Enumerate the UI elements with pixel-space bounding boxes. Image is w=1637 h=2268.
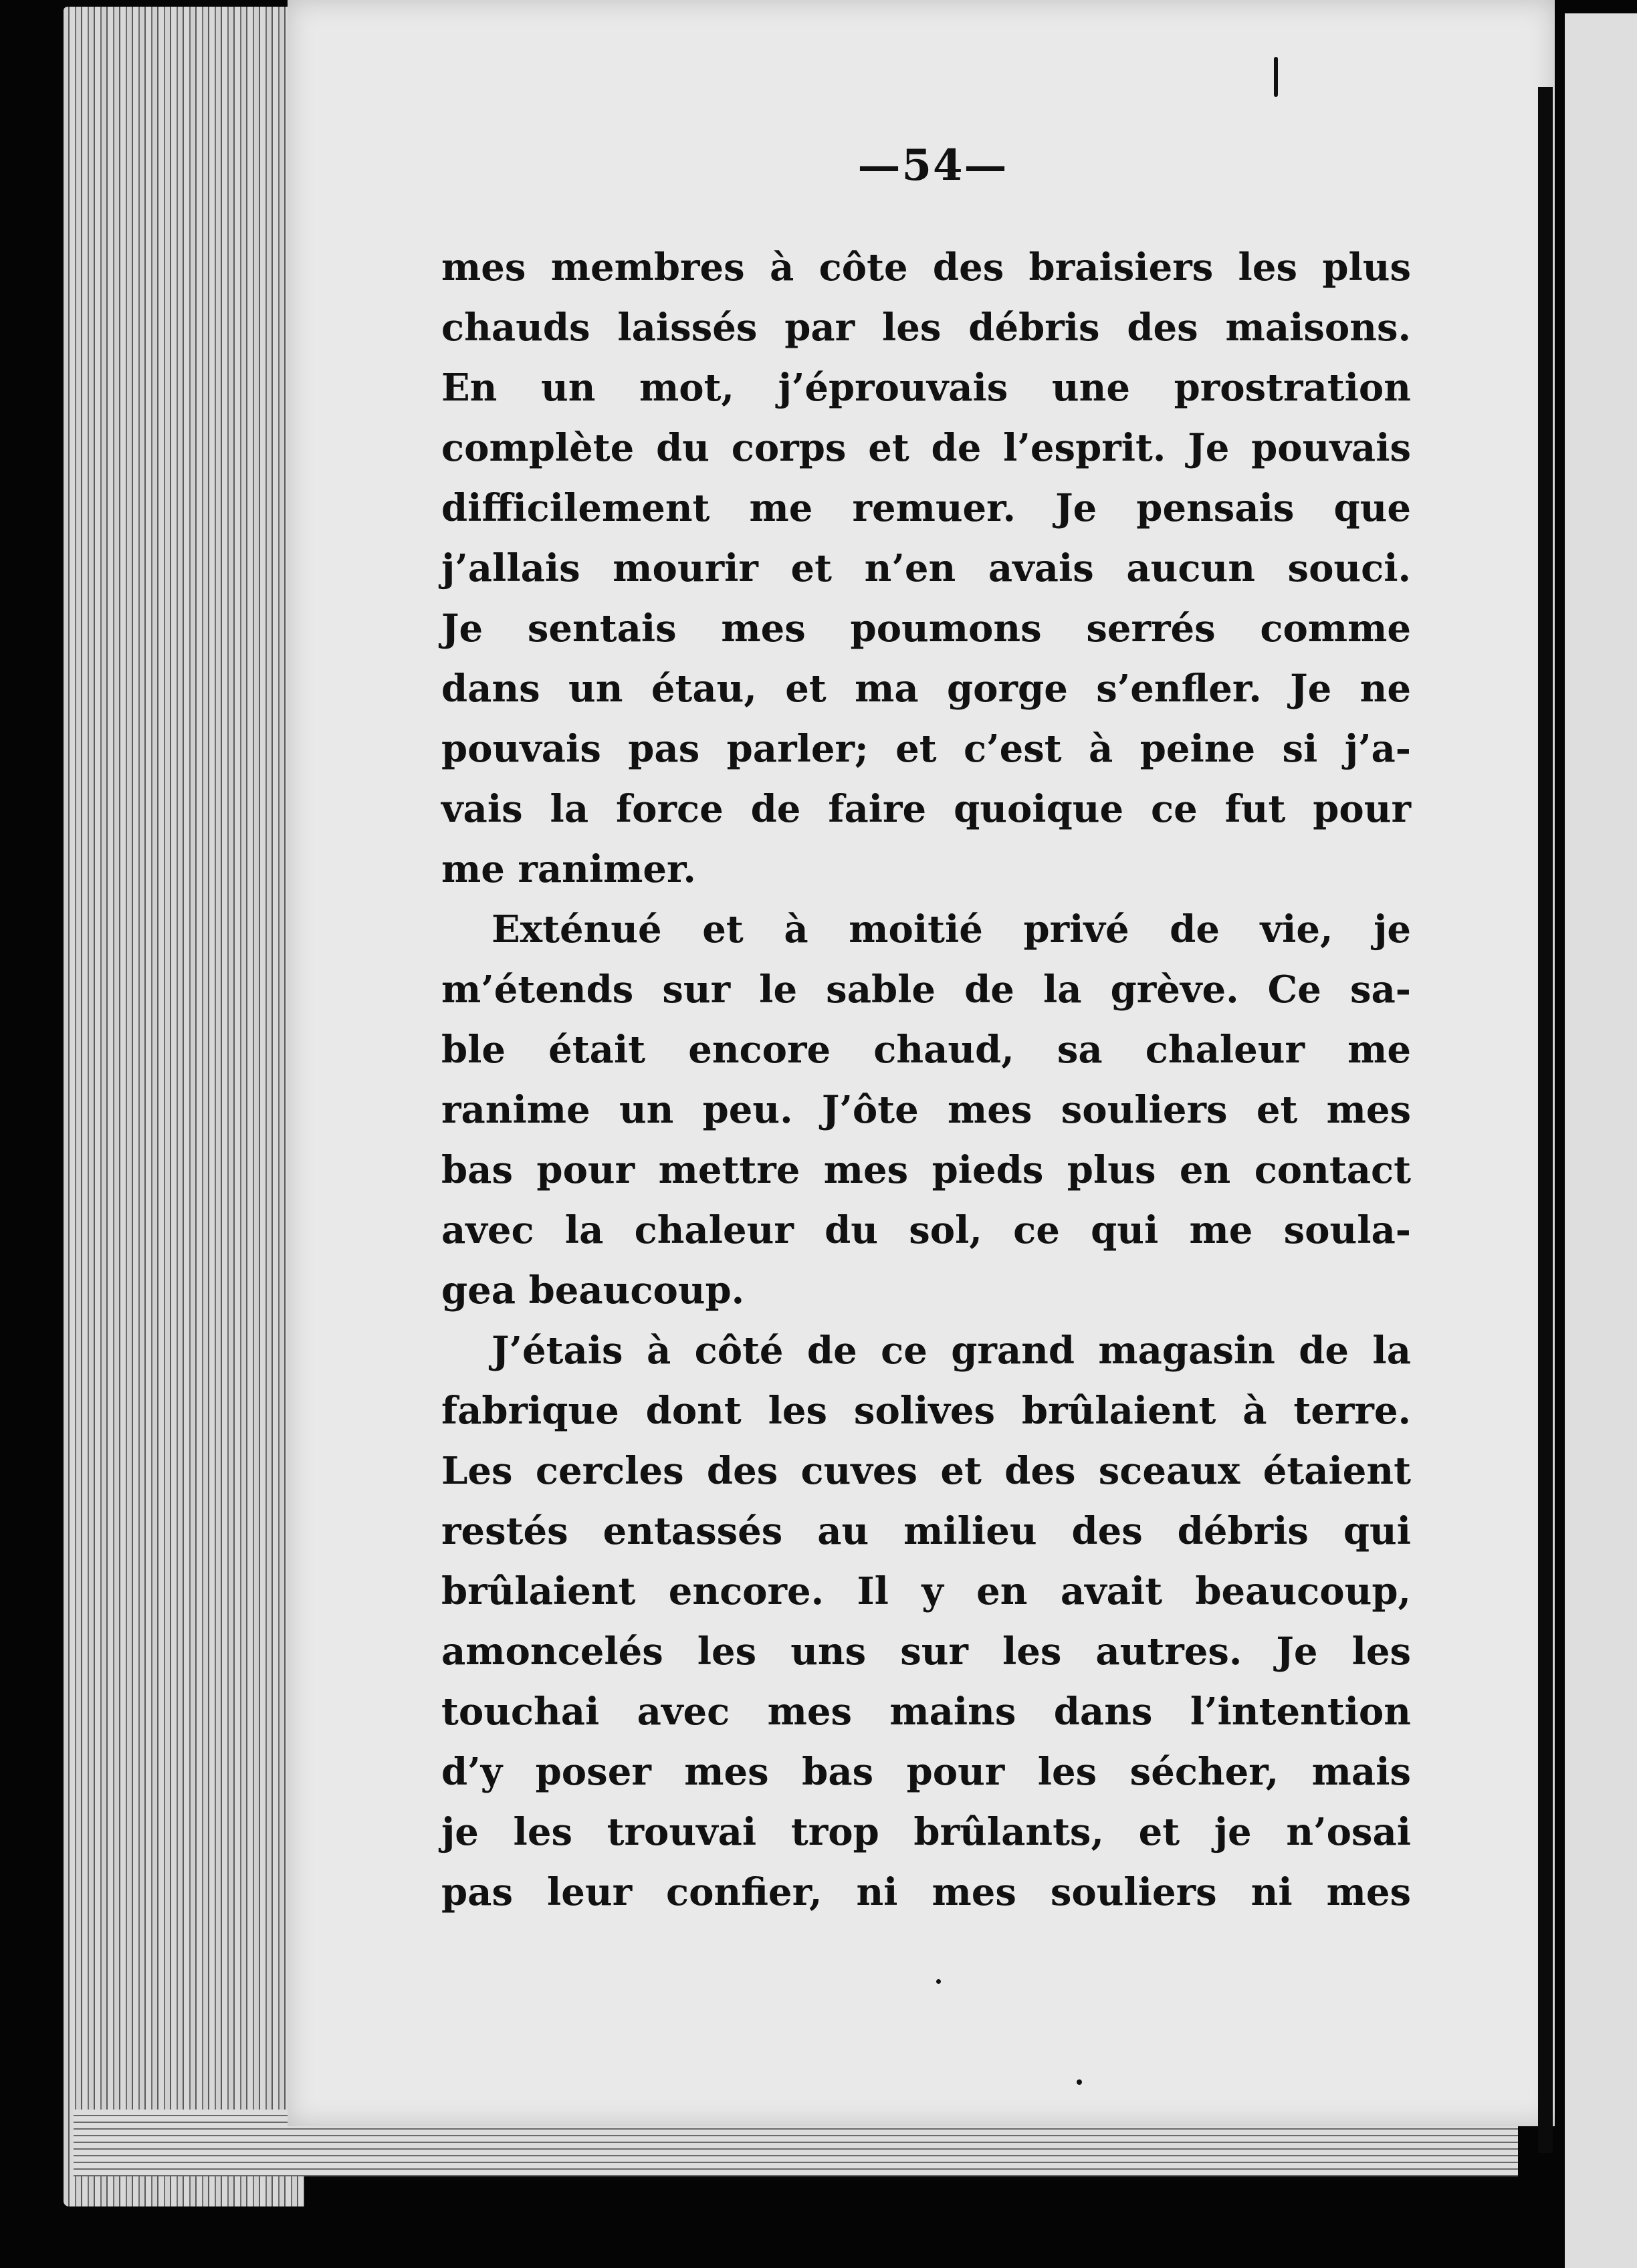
- ink-speck: [936, 1979, 941, 1984]
- page-gutter: [1538, 87, 1553, 2153]
- text-line: m’étends sur le sable de la grève. Ce sa-: [441, 968, 1411, 1012]
- text-line: dans un étau, et ma gorge s’enfler. Je ne: [441, 667, 1411, 711]
- text-line: pas leur confier, ni mes souliers ni mes: [441, 1870, 1411, 1914]
- text-line: mes membres à côte des braisiers les plus: [441, 245, 1411, 290]
- text-line: Je sentais mes poumons serrés comme: [441, 606, 1411, 651]
- text-line: vais la force de faire quoique ce fut pour: [441, 787, 1411, 831]
- text-line: difficilement me remuer. Je pensais que: [441, 486, 1411, 530]
- text-line: complète du corps et de l’esprit. Je pouvais: [441, 426, 1411, 470]
- text-line: chauds laissés par les débris des maisons.: [441, 306, 1411, 350]
- text-line: pouvais pas parler; et c’est à peine si j’a-: [441, 727, 1411, 771]
- page-number: —54—: [857, 140, 1008, 191]
- text-line: ble était encore chaud, sa chaleur me: [441, 1028, 1411, 1072]
- text-line: Exténué et à moitié privé de vie, je: [492, 907, 1411, 951]
- text-line: d’y poser mes bas pour les sécher, mais: [441, 1750, 1411, 1794]
- text-line: Les cercles des cuves et des sceaux étaient: [441, 1449, 1411, 1493]
- text-line: touchai avec mes mains dans l’intention: [441, 1690, 1411, 1734]
- page-text: [441, 237, 1411, 1922]
- text-line: J’étais à côté de ce grand magasin de la: [492, 1329, 1411, 1373]
- text-line: j’allais mourir et n’en avais aucun souci.: [441, 546, 1411, 590]
- text-line: avec la chaleur du sol, ce qui me soula-: [441, 1208, 1411, 1252]
- facing-page-edge: [1565, 13, 1637, 2268]
- book-page-edges: [64, 7, 304, 2206]
- ink-speck: [1274, 57, 1278, 97]
- text-line: En un mot, j’éprouvais une prostration: [441, 366, 1411, 410]
- text-line: restés entassés au milieu des débris qui: [441, 1509, 1411, 1553]
- text-line: bas pour mettre mes pieds plus en contact: [441, 1148, 1411, 1192]
- ink-speck: [1077, 2079, 1082, 2085]
- text-line: fabrique dont les solives brûlaient à terre.: [441, 1389, 1411, 1433]
- text-line: brûlaient encore. Il y en avait beaucoup,: [441, 1569, 1411, 1613]
- text-line: me ranimer.: [441, 847, 696, 891]
- text-line: je les trouvai trop brûlants, et je n’osai: [441, 1810, 1411, 1854]
- text-line: ranime un peu. J’ôte mes souliers et mes: [441, 1088, 1411, 1132]
- text-line: amoncelés les uns sur les autres. Je les: [441, 1629, 1411, 1674]
- text-line: gea beaucoup.: [441, 1268, 745, 1313]
